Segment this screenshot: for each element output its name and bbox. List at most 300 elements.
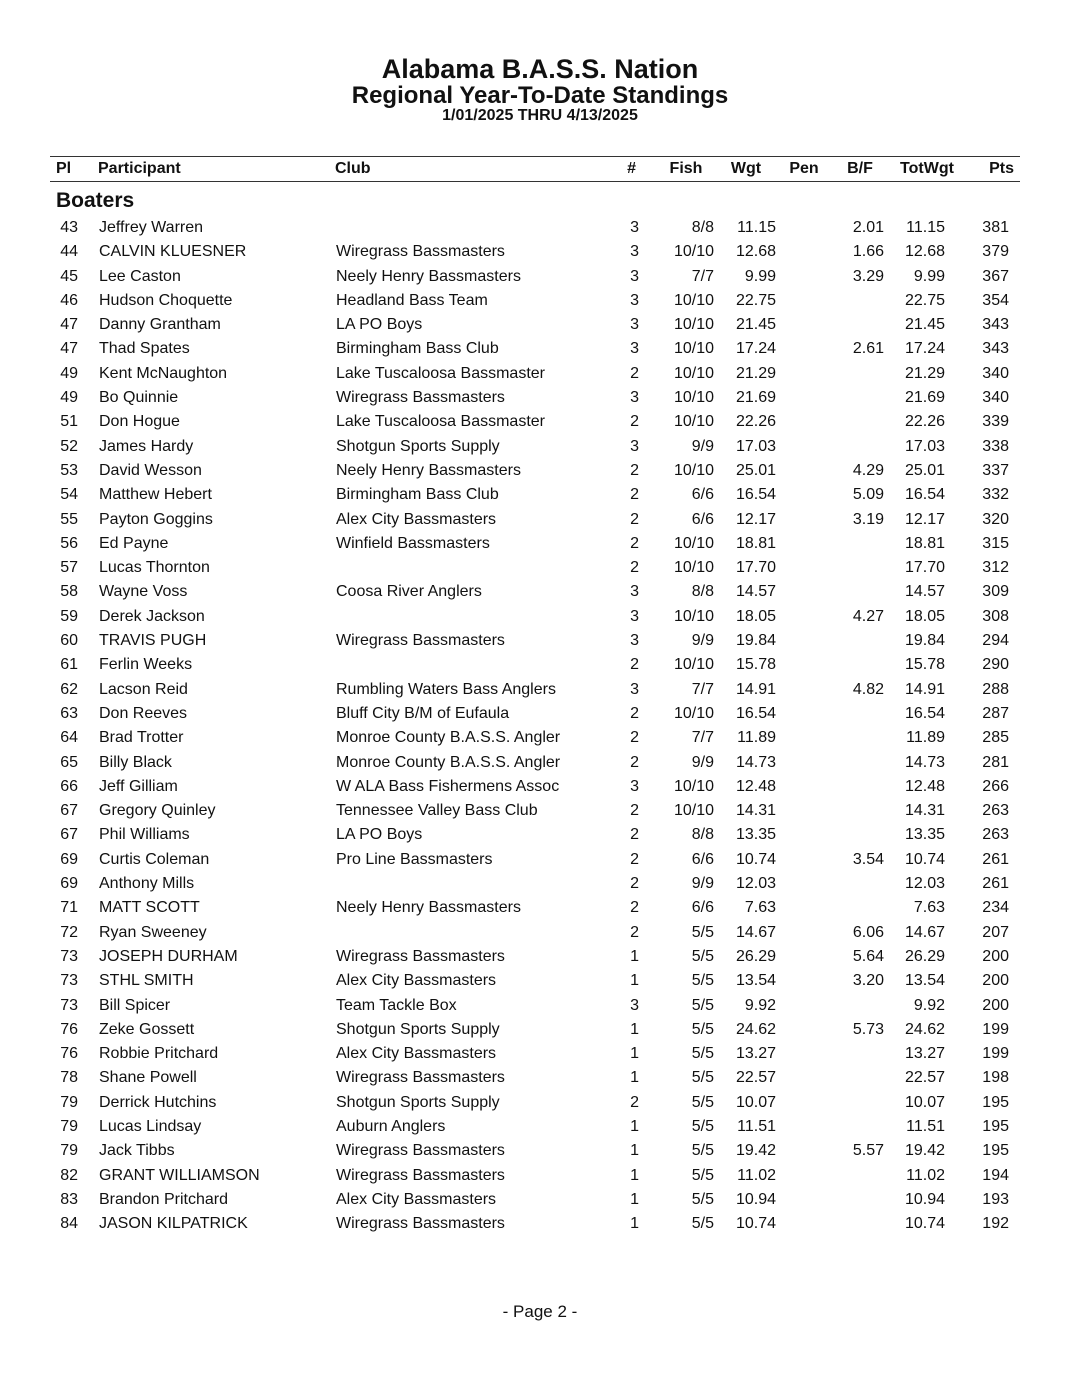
cell-fish: 5/5 [691,1069,714,1087]
cell-bf: 3.19 [852,510,884,528]
cell-totwgt: 12.48 [904,777,945,795]
table-row [0,1188,1080,1212]
table-row [0,653,1080,677]
cell-participant: Robbie Pritchard [99,1045,219,1063]
cell-club: Wiregrass Bassmasters [336,389,505,407]
cell-club: W ALA Bass Fishermens Assoc [336,777,560,795]
section-title: Boaters [56,189,135,212]
table-row [0,629,1080,653]
cell-place: 58 [60,583,78,601]
cell-participant: GRANT WILLIAMSON [99,1166,260,1184]
cell-count: 2 [630,704,639,722]
cell-club: Pro Line Bassmasters [336,850,493,868]
cell-place: 45 [60,267,78,285]
cell-wgt: 9.99 [744,267,776,285]
cell-pts: 309 [982,583,1009,601]
cell-place: 84 [60,1215,78,1233]
cell-fish: 8/8 [691,583,714,601]
cell-participant: JASON KILPATRICK [99,1215,248,1233]
col-header-participant: Participant [98,160,181,177]
header-rule-top [50,156,1020,157]
table-row [0,556,1080,580]
cell-totwgt: 22.26 [904,413,945,431]
cell-pts: 195 [982,1142,1009,1160]
cell-pts: 320 [982,510,1009,528]
table-row [0,483,1080,507]
table-row [0,848,1080,872]
cell-fish: 5/5 [691,1093,714,1111]
col-header-fish: Fish [669,160,703,177]
cell-place: 76 [60,1020,78,1038]
table-row [0,872,1080,896]
cell-fish: 5/5 [691,1020,714,1038]
table-row [0,216,1080,240]
cell-pts: 234 [982,899,1009,917]
cell-wgt: 17.24 [735,340,776,358]
cell-club: Alex City Bassmasters [336,1190,497,1208]
cell-wgt: 15.78 [735,656,776,674]
table-row [0,386,1080,410]
cell-pts: 200 [982,947,1009,965]
cell-totwgt: 24.62 [904,1020,945,1038]
cell-totwgt: 14.73 [904,753,945,771]
table-row [0,605,1080,629]
cell-wgt: 26.29 [735,947,776,965]
cell-fish: 8/8 [691,219,714,236]
cell-fish: 8/8 [691,826,714,844]
cell-pts: 381 [982,219,1009,236]
cell-fish: 6/6 [691,486,714,504]
cell-place: 53 [60,461,78,479]
cell-place: 73 [60,972,78,990]
table-row [0,435,1080,459]
cell-count: 2 [630,802,639,820]
cell-participant: Bo Quinnie [99,389,179,407]
cell-fish: 10/10 [673,243,714,261]
cell-fish: 9/9 [691,437,714,455]
cell-fish: 7/7 [691,680,714,698]
cell-pts: 261 [982,875,1009,893]
cell-wgt: 12.48 [735,777,776,795]
col-header-bf: B/F [847,160,873,177]
cell-count: 2 [630,559,639,577]
cell-participant: Lacson Reid [99,680,188,698]
cell-totwgt: 21.29 [904,364,945,382]
cell-place: 76 [60,1045,78,1063]
cell-count: 2 [630,534,639,552]
cell-totwgt: 13.54 [904,972,945,990]
cell-place: 79 [60,1093,78,1111]
cell-bf: 2.01 [852,219,884,236]
cell-count: 1 [630,1069,639,1087]
cell-fish: 9/9 [691,875,714,893]
table-row [0,313,1080,337]
cell-bf: 3.20 [852,972,884,990]
table-row [0,532,1080,556]
cell-count: 3 [630,389,639,407]
cell-count: 3 [630,243,639,261]
cell-participant: Ed Payne [99,534,169,552]
cell-fish: 5/5 [691,996,714,1014]
cell-count: 2 [630,753,639,771]
cell-pts: 199 [982,1045,1009,1063]
cell-bf: 6.06 [852,923,884,941]
table-row [0,921,1080,945]
cell-count: 1 [630,947,639,965]
table-row [0,751,1080,775]
cell-totwgt: 13.27 [904,1045,945,1063]
date-range: 1/01/2025 THRU 4/13/2025 [442,107,638,124]
cell-wgt: 10.07 [735,1093,776,1111]
cell-wgt: 9.92 [744,996,776,1014]
cell-totwgt: 16.54 [904,486,945,504]
cell-count: 3 [630,340,639,358]
cell-totwgt: 17.24 [904,340,945,358]
cell-place: 67 [60,826,78,844]
cell-place: 60 [60,632,78,650]
cell-fish: 5/5 [691,947,714,965]
cell-place: 44 [60,243,78,261]
cell-club: Headland Bass Team [336,291,488,309]
cell-club: Wiregrass Bassmasters [336,1069,505,1087]
cell-totwgt: 12.17 [904,510,945,528]
header-rule-bottom [50,181,1020,182]
cell-wgt: 21.45 [735,316,776,334]
col-header-wgt: Wgt [730,160,762,177]
cell-bf: 4.27 [852,607,884,625]
cell-count: 3 [630,291,639,309]
table-row [0,1018,1080,1042]
cell-totwgt: 21.45 [904,316,945,334]
cell-wgt: 19.84 [735,632,776,650]
cell-totwgt: 14.91 [904,680,945,698]
cell-totwgt: 18.05 [904,607,945,625]
cell-fish: 10/10 [673,389,714,407]
table-row [0,823,1080,847]
cell-count: 3 [630,267,639,285]
cell-participant: Payton Goggins [99,510,213,528]
cell-wgt: 13.35 [735,826,776,844]
cell-participant: Matthew Hebert [99,486,212,504]
cell-place: 64 [60,729,78,747]
cell-fish: 10/10 [673,534,714,552]
cell-club: Alex City Bassmasters [336,1045,497,1063]
cell-count: 3 [630,219,639,236]
cell-participant: TRAVIS PUGH [99,632,207,650]
cell-participant: Brad Trotter [99,729,184,747]
table-row [0,969,1080,993]
cell-wgt: 22.57 [735,1069,776,1087]
cell-pts: 200 [982,996,1009,1014]
cell-count: 3 [630,607,639,625]
cell-club: Coosa River Anglers [336,583,482,601]
cell-count: 2 [630,850,639,868]
cell-pts: 354 [982,291,1009,309]
cell-participant: Shane Powell [99,1069,197,1087]
cell-participant: JOSEPH DURHAM [99,947,238,965]
table-row [0,1139,1080,1163]
cell-count: 3 [630,680,639,698]
cell-club: Auburn Anglers [336,1117,446,1135]
cell-participant: MATT SCOTT [99,899,200,917]
cell-count: 3 [630,316,639,334]
cell-club: Wiregrass Bassmasters [336,1215,505,1233]
cell-place: 52 [60,437,78,455]
cell-fish: 7/7 [691,267,714,285]
cell-totwgt: 14.57 [904,583,945,601]
cell-wgt: 14.67 [735,923,776,941]
cell-count: 2 [630,899,639,917]
cell-participant: Kent McNaughton [99,364,228,382]
cell-totwgt: 11.51 [906,1117,945,1135]
cell-totwgt: 19.84 [904,632,945,650]
cell-fish: 5/5 [691,923,714,941]
cell-bf: 3.29 [852,267,884,285]
cell-bf: 1.66 [852,243,884,261]
cell-totwgt: 14.67 [904,923,945,941]
cell-pts: 340 [982,364,1009,382]
cell-club: Tennessee Valley Bass Club [336,802,538,820]
table-row [0,994,1080,1018]
cell-bf: 5.64 [852,947,884,965]
cell-wgt: 18.81 [735,534,776,552]
cell-participant: Gregory Quinley [99,802,216,820]
cell-club: Wiregrass Bassmasters [336,1142,505,1160]
cell-place: 72 [60,923,78,941]
cell-place: 56 [60,534,78,552]
table-row [0,1042,1080,1066]
cell-fish: 5/5 [691,1045,714,1063]
page-title: Alabama B.A.S.S. Nation [381,54,699,84]
cell-fish: 10/10 [673,291,714,309]
cell-participant: David Wesson [99,461,202,479]
cell-place: 65 [60,753,78,771]
cell-club: Lake Tuscaloosa Bassmaster [336,413,545,431]
cell-count: 1 [630,1166,639,1184]
cell-totwgt: 17.03 [904,437,945,455]
table-row [0,337,1080,361]
cell-fish: 6/6 [691,850,714,868]
cell-wgt: 17.70 [735,559,776,577]
cell-participant: Curtis Coleman [99,850,210,868]
cell-wgt: 22.26 [735,413,776,431]
table-row [0,459,1080,483]
cell-pts: 195 [982,1093,1009,1111]
cell-pts: 332 [982,486,1009,504]
cell-totwgt: 10.74 [904,1215,945,1233]
cell-wgt: 18.05 [735,607,776,625]
cell-wgt: 10.94 [735,1190,776,1208]
cell-pts: 308 [982,607,1009,625]
cell-participant: Ryan Sweeney [99,923,207,941]
cell-totwgt: 10.94 [904,1190,945,1208]
table-row [0,726,1080,750]
cell-count: 2 [630,826,639,844]
cell-wgt: 24.62 [735,1020,776,1038]
cell-wgt: 11.51 [737,1117,776,1135]
cell-totwgt: 9.99 [913,267,945,285]
cell-bf: 5.57 [852,1142,884,1160]
cell-fish: 5/5 [691,972,714,990]
cell-totwgt: 12.68 [904,243,945,261]
cell-participant: Derrick Hutchins [99,1093,217,1111]
table-row [0,799,1080,823]
cell-place: 73 [60,996,78,1014]
cell-totwgt: 9.92 [913,996,945,1014]
col-header-pts: Pts [989,160,1014,177]
cell-count: 2 [630,364,639,382]
cell-bf: 5.73 [852,1020,884,1038]
cell-participant: Bill Spicer [99,996,171,1014]
cell-participant: Jack Tibbs [99,1142,175,1160]
cell-count: 2 [630,729,639,747]
cell-participant: Jeff Gilliam [99,777,178,795]
cell-wgt: 14.31 [735,802,776,820]
cell-totwgt: 11.02 [906,1166,945,1184]
cell-count: 2 [630,461,639,479]
cell-pts: 261 [982,850,1009,868]
cell-totwgt: 10.07 [904,1093,945,1111]
table-row [0,1164,1080,1188]
cell-totwgt: 26.29 [904,947,945,965]
cell-participant: James Hardy [99,437,194,455]
cell-club: Alex City Bassmasters [336,510,497,528]
cell-pts: 263 [982,826,1009,844]
cell-count: 3 [630,583,639,601]
cell-club: Neely Henry Bassmasters [336,267,521,285]
table-row [0,289,1080,313]
cell-count: 2 [630,486,639,504]
cell-pts: 281 [982,753,1009,771]
cell-place: 66 [60,777,78,795]
cell-pts: 379 [982,243,1009,261]
cell-place: 51 [60,413,78,431]
cell-club: Birmingham Bass Club [336,340,499,358]
cell-participant: Lucas Thornton [99,559,210,577]
cell-totwgt: 19.42 [904,1142,945,1160]
cell-count: 1 [630,1117,639,1135]
table-row [0,410,1080,434]
table-row [0,1212,1080,1236]
cell-place: 57 [60,559,78,577]
cell-pts: 192 [982,1215,1009,1233]
cell-participant: Lucas Lindsay [99,1117,202,1135]
cell-totwgt: 11.15 [906,219,945,236]
cell-wgt: 13.54 [735,972,776,990]
table-row [0,508,1080,532]
cell-participant: Lee Caston [99,267,181,285]
cell-wgt: 16.54 [735,486,776,504]
cell-pts: 339 [982,413,1009,431]
cell-club: Wiregrass Bassmasters [336,947,505,965]
cell-pts: 200 [982,972,1009,990]
cell-wgt: 13.27 [735,1045,776,1063]
cell-fish: 7/7 [691,729,714,747]
cell-place: 69 [60,875,78,893]
cell-place: 47 [60,316,78,334]
cell-place: 55 [60,510,78,528]
cell-fish: 6/6 [691,510,714,528]
cell-wgt: 22.75 [735,291,776,309]
cell-wgt: 16.54 [735,704,776,722]
cell-club: Alex City Bassmasters [336,972,497,990]
cell-wgt: 14.57 [735,583,776,601]
cell-count: 2 [630,875,639,893]
col-header-totwgt: TotWgt [900,160,954,177]
cell-pts: 315 [982,534,1009,552]
cell-wgt: 10.74 [735,850,776,868]
cell-count: 3 [630,996,639,1014]
cell-place: 61 [60,656,78,674]
cell-pts: 198 [982,1069,1009,1087]
cell-participant: Don Hogue [99,413,180,431]
cell-fish: 10/10 [673,364,714,382]
cell-pts: 367 [982,267,1009,285]
cell-club: Neely Henry Bassmasters [336,899,521,917]
cell-wgt: 25.01 [735,461,776,479]
cell-totwgt: 11.89 [906,729,945,747]
cell-pts: 195 [982,1117,1009,1135]
cell-pts: 343 [982,340,1009,358]
cell-participant: Thad Spates [99,340,190,358]
cell-wgt: 11.15 [737,219,776,236]
cell-participant: Danny Grantham [99,316,221,334]
cell-pts: 340 [982,389,1009,407]
cell-participant: Zeke Gossett [99,1020,195,1038]
cell-fish: 9/9 [691,753,714,771]
cell-bf: 4.29 [852,461,884,479]
cell-participant: Billy Black [99,753,172,771]
cell-wgt: 12.03 [735,875,776,893]
cell-pts: 194 [982,1166,1009,1184]
table-row [0,580,1080,604]
table-row [0,1066,1080,1090]
table-row [0,362,1080,386]
cell-totwgt: 13.35 [904,826,945,844]
cell-participant: STHL SMITH [99,972,194,990]
cell-pts: 266 [982,777,1009,795]
cell-club: Monroe County B.A.S.S. Angler [336,729,561,747]
table-row [0,775,1080,799]
cell-bf: 4.82 [852,680,884,698]
cell-pts: 285 [982,729,1009,747]
cell-wgt: 21.29 [735,364,776,382]
cell-participant: Wayne Voss [99,583,188,601]
cell-club: LA PO Boys [336,316,423,334]
table-row [0,265,1080,289]
cell-participant: Anthony Mills [99,875,195,893]
cell-wgt: 10.74 [735,1215,776,1233]
cell-fish: 10/10 [673,802,714,820]
cell-wgt: 12.68 [735,243,776,261]
cell-count: 3 [630,632,639,650]
cell-count: 2 [630,413,639,431]
cell-fish: 6/6 [691,899,714,917]
cell-pts: 290 [982,656,1009,674]
cell-totwgt: 17.70 [904,559,945,577]
cell-club: Monroe County B.A.S.S. Angler [336,753,561,771]
cell-place: 83 [60,1190,78,1208]
cell-place: 78 [60,1069,78,1087]
cell-count: 2 [630,510,639,528]
cell-club: LA PO Boys [336,826,423,844]
col-header-pen: Pen [789,160,819,177]
cell-count: 1 [630,972,639,990]
cell-fish: 5/5 [691,1190,714,1208]
cell-totwgt: 25.01 [904,461,945,479]
cell-pts: 207 [982,923,1009,941]
cell-club: Team Tackle Box [336,996,457,1014]
